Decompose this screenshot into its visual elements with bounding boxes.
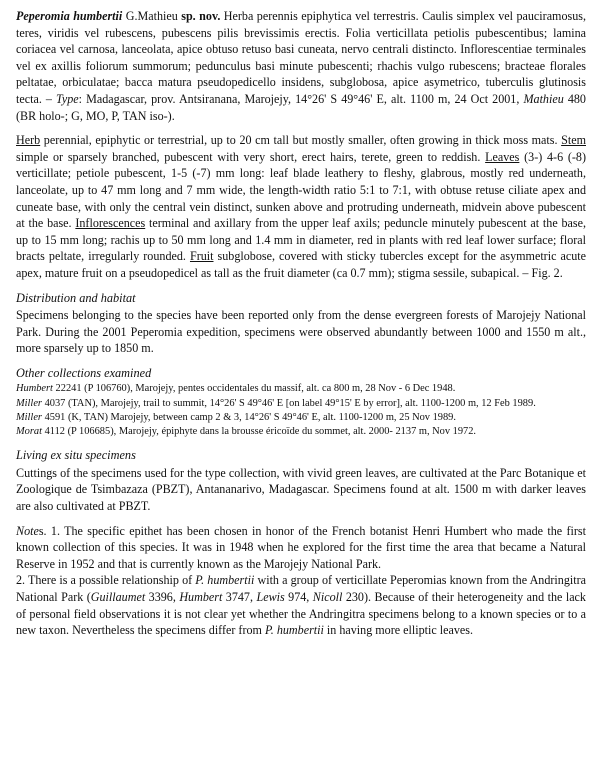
note-1 — [16, 523, 586, 573]
collector-ref: Guillaumet — [90, 590, 146, 605]
collection-collector: Miller — [16, 397, 42, 409]
collector-ref: Nicoll — [312, 590, 343, 605]
living-heading: Living ex situ specimens — [16, 448, 136, 463]
collector-number: 974, — [284, 590, 313, 605]
status: sp. nov. — [181, 9, 221, 23]
notes-label: Note — [16, 523, 39, 538]
collector-number: 3747, — [222, 590, 257, 605]
living-text: Cuttings of the specimens used for the type collection, with vivid green leaves, are cultivated at the Parc Botanique et Zoologique de Tsimbazaza (PBZT), Antananarivo, Madagascar. Specimens found at alt. 1500 m with darker leaves are also cultivated at PBZT. — [16, 465, 586, 514]
type-label: Type — [56, 91, 79, 106]
stem-label: Stem — [561, 133, 586, 148]
collection-text: 4037 (TAN), Marojejy, trail to summit, 14°26' S 49°46' E [on label 49°15' E by error], alt. 1100-1200 m, 12 Feb 1989. — [41, 397, 536, 409]
collection-text: 22241 (P 106760), Marojejy, pentes occidentales du massif, alt. ca 800 m, 28 Nov - 6 Dec 1948. — [52, 383, 456, 395]
fruit-text: subglobose, covered with sticky tubercles except for the asymmetric acute apex, mature fruit on a pseudopedicel as tall as the fruit diameter (ca 0.7 mm); stigma sessile, subapical. – Fig. 2. — [16, 249, 586, 280]
note-2-text: 230). Because of their heterogeneity and the lack of personal field observations it is not clear yet whether the Andringitra specimens belong to a known species or to a new taxon. Nevertheless the specimens differ from — [16, 590, 586, 638]
herb-label: Herb — [16, 133, 41, 148]
collections-heading: Other collections examined — [16, 365, 152, 380]
collector-ref: Lewis — [256, 590, 285, 605]
species-name: Peperomia humbertii — [16, 9, 123, 23]
inflorescences-label: Inflorescences — [75, 216, 146, 231]
morphology-description — [16, 132, 586, 281]
distribution-text: Specimens belonging to the species have been reported only from the dense evergreen forests of Marojejy National Park. During the 2001 Peperomia expedition, specimens were observed abundantly between 1000 and 1550 m alt., more sparsely up to 1850 m. — [16, 308, 586, 356]
latin-diagnosis: Herba perennis epiphytica vel terrestris. Caulis simplex vel pauciramosus, teres, viridis vel rubescens, pubescens pilis brevissimis erectis. Folia verticillata petiolis pubescentibus; lamina coriacea vel carnosa, lanceolata, apice obtuso retuso basi cuneata, nervo centrali distincto. Inflorescentiae terminales vel ex axillis foliorum summorum; pedunculus basi minute pubescenti; rhachis vulgo rubescens; bracteae florales peltatae, orbiculatae; bacca matura pseudopedicello insidens, subglobosa, apice asymetrico, tuberculis glutinosis tecta. – — [16, 9, 586, 106]
distribution-heading: Distribution and habitat — [16, 290, 136, 305]
collection-item — [16, 425, 586, 439]
collection-collector: Humbert — [16, 383, 53, 395]
collections-section — [16, 365, 586, 439]
collector-ref: Humbert — [179, 590, 223, 605]
stem-text: simple or sparsely branched, pubescent with very short, erect hairs, terete, green to reddish. — [16, 149, 486, 164]
collector-number: 3396, — [145, 590, 180, 605]
leaves-text: (3-) 4-6 (-8) verticillate; petiole pubescent, 1-5 (-7) mm long: leaf blade leathery to fleshy, glabrous, mostly red underneath, lanceolate, up to 47 mm long and 7 mm wide, the length-width ratio 5:1 to 7:1, with obtuse retuse ciliate apex and cuneate base, with only the central vein distinct, sunken above and protruding underneath, midvein above pubescent at the base. — [16, 149, 586, 231]
fruit-label: Fruit — [189, 249, 214, 264]
collection-item — [16, 382, 586, 396]
note-2-text: in having more elliptic leaves. — [323, 623, 473, 638]
species-ref: P. humbertii — [195, 573, 255, 588]
note-2 — [16, 572, 586, 638]
herb-text: perennial, epiphytic or terrestrial, up to 20 cm tall but mostly smaller, often growing in thick moss mats. — [40, 133, 562, 148]
species-ref: P. humbertii — [264, 623, 324, 638]
author: G.Mathieu — [122, 9, 182, 23]
collection-item — [16, 411, 586, 425]
collection-text: 4112 (P 106685), Marojejy, épiphyte dans la brousse éricoïde du sommet, alt. 2000- 2137 m, Nov 1972. — [41, 426, 477, 438]
collection-collector: Miller — [16, 411, 42, 423]
note-2-text: 2. There is a possible relationship of — [16, 573, 196, 588]
collection-item — [16, 397, 586, 411]
collection-text: 4591 (K, TAN) Marojejy, between camp 2 & 3, 14°26' S 49°46' E, alt. 1100-1200 m, 25 Nov 1989. — [41, 411, 456, 423]
type-herbaria: 480 (BR holo-; G, MO, P, TAN iso-). — [16, 91, 586, 123]
note-1-text: s. 1. The specific epithet has been chosen in honor of the French botanist Henri Humbert who made the first known collection of this species. It was in 1948 when he explored for the first time the area that became a Natural Reserve in 1952 and that is currently known as the Marojejy National Park. — [16, 523, 586, 571]
notes-section — [16, 523, 586, 639]
type-locality: : Madagascar, prov. Antsiranana, Marojejy, 14°26' S 49°46' E, alt. 1100 m, 24 Oct 2001, — [78, 91, 524, 106]
note-2-text: with a group of verticillate Peperomias known from the Andringitra National Park ( — [16, 573, 586, 605]
living-section — [16, 447, 586, 514]
species-description — [16, 8, 586, 124]
collection-collector: Morat — [16, 426, 42, 438]
type-collector: Mathieu — [523, 91, 564, 106]
leaves-label: Leaves — [485, 149, 520, 164]
inflorescences-text: terminal and axillary from the upper leaf axils; peduncle minutely pubescent at the base, up to 15 mm long; rachis up to 50 mm long and 1.4 mm in diameter, red in plants with red leaf lower surface; floral bracts peltate, irregularly rounded. — [16, 216, 586, 264]
distribution-section — [16, 290, 586, 357]
